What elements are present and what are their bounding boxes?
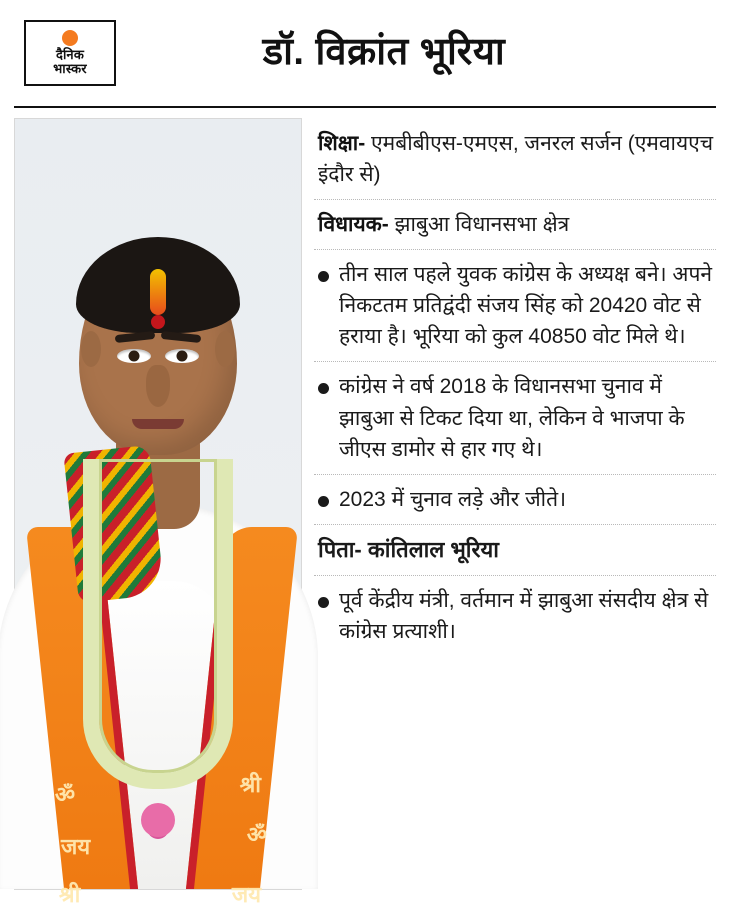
bullet-text-2: कांग्रेस ने वर्ष 2018 के विधानसभा चुनाव में झाबुआ से टिकट दिया था, लेकिन वे भाजपा के जीएस डामोर से हार गए थे।: [339, 375, 685, 461]
bullet-text-4: पूर्व केंद्रीय मंत्री, वर्तमान में झाबुआ संसदीय क्षेत्र से कांग्रेस प्रत्याशी।: [339, 589, 709, 644]
bullet-text-3: 2023 में चुनाव लड़े और जीते।: [339, 487, 567, 511]
detail-mla: [314, 200, 716, 250]
stole-symbol-4: ॐ: [246, 822, 267, 847]
portrait-photo: [14, 118, 302, 907]
ear-left: [81, 331, 101, 367]
garland-flower: [141, 803, 175, 837]
bullet-icon: [318, 496, 329, 507]
father-label: पिता- कांतिलाल भूरिया: [318, 536, 499, 562]
detail-education: [314, 118, 716, 200]
list-item: [314, 576, 716, 656]
stole-symbol-1: ॐ: [55, 782, 76, 807]
bullet-icon: [318, 271, 329, 282]
mla-label: विधायक-: [318, 213, 389, 237]
stole-symbol-5: जय: [231, 882, 261, 907]
mla-value: झाबुआ विधानसभा क्षेत्र: [388, 213, 570, 237]
stole-symbol-3: श्री: [239, 772, 261, 797]
details-column: [314, 118, 716, 901]
photo-column: [14, 118, 314, 907]
tilak-mark: [150, 269, 166, 315]
sun-icon: [62, 30, 78, 46]
list-item: [314, 475, 716, 525]
stole-symbol-6: श्री: [59, 882, 81, 907]
list-item: [314, 362, 716, 474]
bullet-icon: [318, 597, 329, 608]
logo-line-1: दैनिक: [55, 47, 85, 63]
ear-right: [215, 331, 235, 367]
eye-right: [165, 349, 199, 363]
card-body: [14, 108, 716, 907]
mouth-shape: [132, 419, 184, 429]
education-label: शिक्षा-: [318, 132, 366, 155]
stole-symbol-2: जय: [61, 834, 91, 859]
page-title: डॉ. विक्रांत भूरिया: [262, 31, 506, 74]
bullet-icon: [318, 383, 329, 394]
eye-left: [117, 349, 151, 363]
bullet-text-1: तीन साल पहले युवक कांग्रेस के अध्यक्ष बने। अपने निकटतम प्रतिद्वंदी संजय सिंह को 20420 वोट से हराया है। भूरिया को कुल 40850 वोट मिले थे।: [339, 263, 713, 349]
tilak-dot: [151, 315, 165, 329]
flower-garland: [83, 459, 233, 789]
nose-shape: [146, 365, 170, 407]
dainik-bhaskar-logo: [24, 20, 116, 86]
detail-father: [314, 525, 716, 577]
logo-line-2: भास्कर: [53, 61, 87, 76]
list-item: [314, 250, 716, 362]
education-value: एमबीबीएस-एमएस, जनरल सर्जन (एमवायएच इंदौर से): [318, 132, 714, 187]
card-header: [14, 0, 716, 108]
